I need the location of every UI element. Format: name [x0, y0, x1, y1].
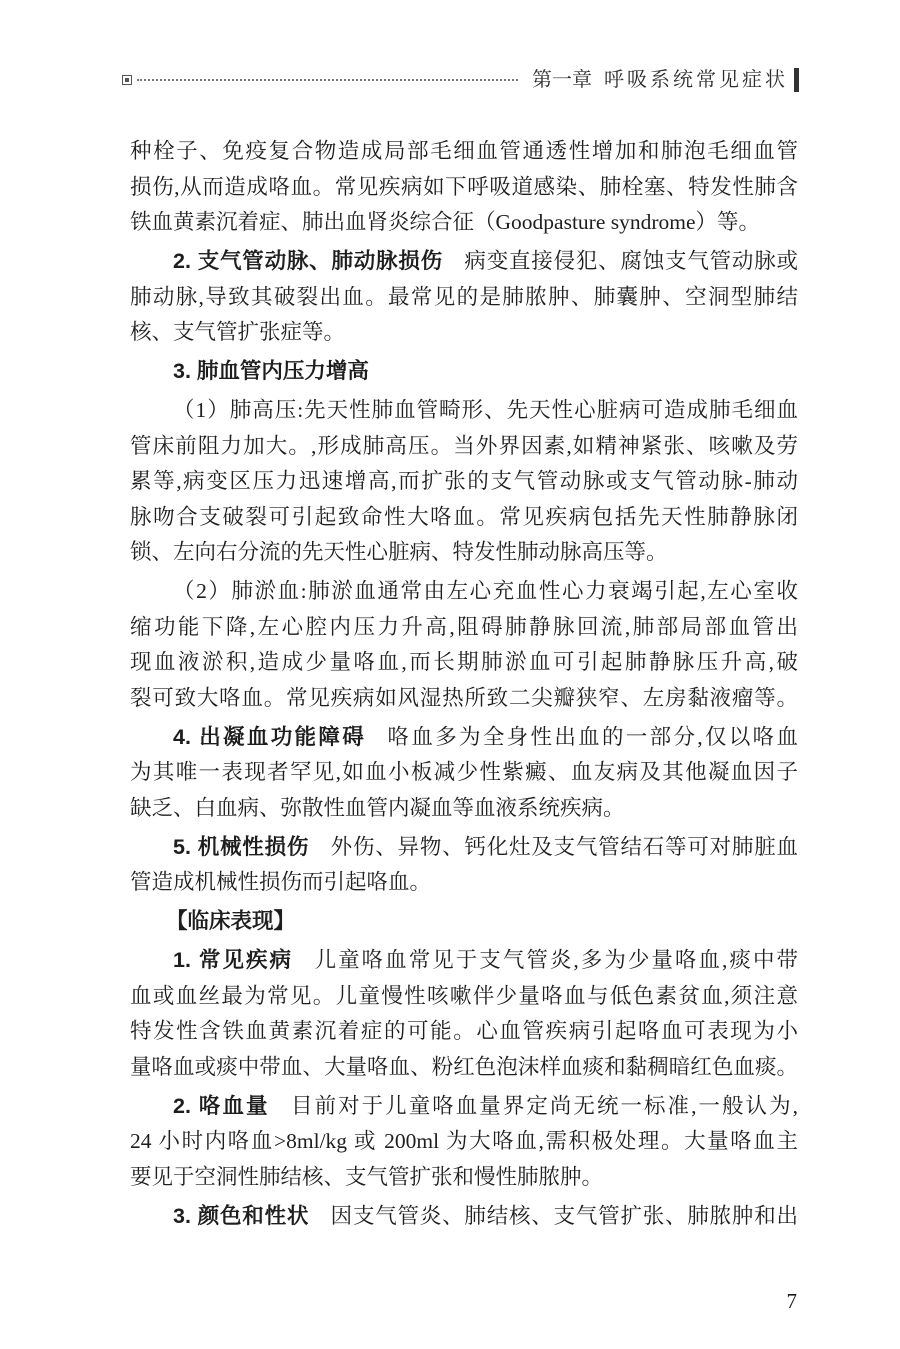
paragraph — [130, 354, 798, 390]
subheading: 2. 咯血量 — [173, 1093, 270, 1118]
paragraph — [130, 1199, 798, 1235]
text-line: （1）肺高压:先天性肺血管畸形、先天性心脏病可造成肺毛细血 — [173, 398, 798, 422]
text-line: 脉吻合支破裂可引起致命性大咯血。常见疾病包括先天性肺静脉闭 — [130, 504, 798, 529]
text-line: 损伤,从而造成咯血。常见疾病如下呼吸道感染、肺栓塞、特发性肺含 — [130, 174, 798, 199]
text-line — [130, 720, 798, 756]
line-text: 儿童咯血常见于支气管炎,多为少量咯血,痰中带 — [314, 948, 798, 972]
header-bar — [794, 68, 799, 92]
chapter-number: 第一章 — [532, 69, 592, 91]
section — [130, 904, 798, 940]
paragraph — [130, 134, 798, 241]
chapter-title: 呼吸系统常见症状 — [604, 69, 788, 91]
text-line — [130, 1089, 798, 1125]
text-line: 管床前阻力加大。,形成肺高压。当外界因素,如精神紧张、咳嗽及劳 — [130, 433, 798, 458]
running-header — [122, 67, 799, 93]
text-line: 核、支气管扩张症等。 — [130, 320, 346, 344]
line-text: 因支气管炎、肺结核、支气管扩张、肺脓肿和出 — [330, 1203, 798, 1228]
text-line — [130, 354, 798, 390]
paragraph — [130, 393, 798, 571]
text-line: 铁血黄素沉着症、肺出血肾炎综合征（Goodpasture syndrome）等。 — [130, 210, 761, 234]
text-line: 量咯血或痰中带血、大量咯血、粉红色泡沫样血痰和黏稠暗红色血痰。 — [130, 1054, 798, 1079]
paragraph — [130, 1089, 798, 1196]
text-line: （2）肺淤血:肺淤血通常由左心充血性心力衰竭引起,左心室收 — [173, 579, 798, 603]
section-heading: 【临床表现】 — [166, 909, 296, 933]
paragraph — [130, 244, 798, 351]
line-text: 病变直接侵犯、腐蚀支气管动脉或 — [464, 249, 798, 273]
page-number: 7 — [786, 1289, 797, 1313]
text-line — [130, 943, 798, 979]
text-line: 肺动脉,导致其破裂出血。最常见的是肺脓肿、肺囊肿、空洞型肺结 — [130, 284, 798, 309]
dotted-rule — [137, 79, 518, 81]
text-line: 为其唯一表现者罕见,如血小板减少性紫癜、血友病及其他凝血因子 — [130, 760, 798, 784]
subheading: 4. 出凝血功能障碍 — [173, 724, 367, 749]
text-line: 缩功能下降,左心腔内压力升高,阻碍肺静脉回流,肺部局部血管出 — [130, 614, 798, 639]
text-line: 缺乏、白血病、弥散性血管内凝血等血液系统疾病。 — [130, 795, 625, 820]
text-line: 血或血丝最为常见。儿童慢性咳嗽伴少量咯血与低色素贫血,须注意 — [130, 983, 798, 1008]
subheading: 3. 肺血管内压力增高 — [173, 359, 369, 383]
body-text — [130, 134, 798, 1234]
text-line: 种栓子、免疫复合物造成局部毛细血管通透性增加和肺泡毛细血管 — [130, 139, 798, 163]
line-text: 咯血多为全身性出血的一部分,仅以咯血 — [387, 724, 798, 749]
subheading: 3. 颜色和性状 — [173, 1203, 310, 1228]
text-line: 锁、左向右分流的先天性心脏病、特发性肺动脉高压等。 — [130, 540, 668, 564]
line-text: 外伤、异物、钙化灶及支气管结石等可对肺脏血 — [330, 834, 798, 859]
subheading: 2. 支气管动脉、肺动脉损伤 — [173, 249, 443, 273]
subheading: 5. 机械性损伤 — [173, 834, 310, 859]
square-ornament-icon — [122, 75, 132, 85]
line-text: 目前对于儿童咯血量界定尚无统一标准,一般认为, — [291, 1093, 798, 1118]
paragraph — [130, 943, 798, 1085]
paragraph — [130, 830, 798, 901]
paragraph — [130, 720, 798, 827]
text-line: 裂可致大咯血。常见疾病如风湿热所致二尖瓣狭窄、左房黏液瘤等。 — [130, 685, 798, 710]
text-line — [130, 244, 798, 280]
text-line — [130, 1199, 798, 1235]
text-line — [130, 830, 798, 866]
subheading: 1. 常见疾病 — [173, 948, 294, 972]
text-line: 管造成机械性损伤而引起咯血。 — [130, 870, 432, 894]
text-line: 24 小时内咯血>8ml/kg 或 200ml 为大咯血,需积极处理。大量咯血主 — [130, 1129, 798, 1153]
text-line: 要见于空洞性肺结核、支气管扩张和慢性肺脓肿。 — [130, 1164, 604, 1189]
text-line: 累等,病变区压力迅速增高,而扩张的支气管动脉或支气管动脉-肺动 — [130, 469, 798, 493]
text-line: 现血液淤积,造成少量咯血,而长期肺淤血可引起肺静脉压升高,破 — [130, 650, 798, 674]
paragraph — [130, 574, 798, 716]
text-line: 特发性含铁血黄素沉着症的可能。心血管疾病引起咯血可表现为小 — [130, 1019, 798, 1043]
